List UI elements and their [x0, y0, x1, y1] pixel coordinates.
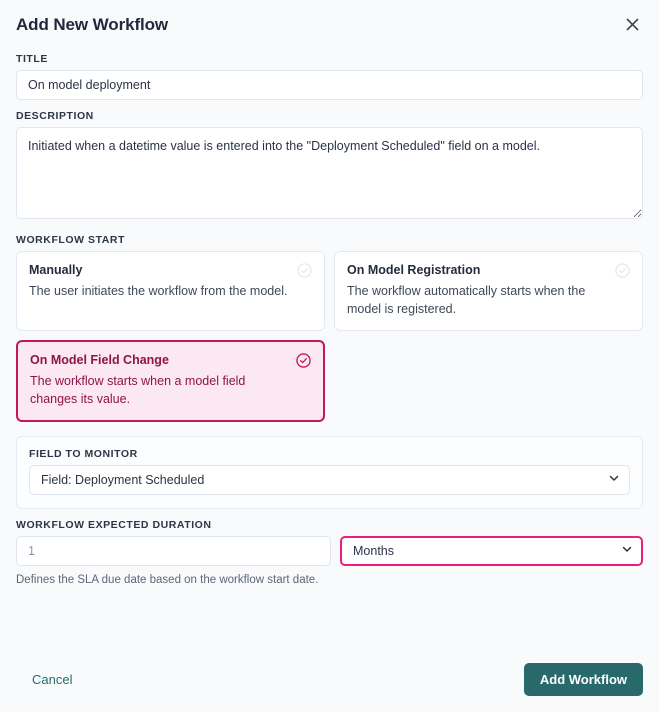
duration-unit-select[interactable]: Months [340, 536, 643, 566]
modal-body [0, 43, 659, 649]
circle-check-icon [296, 353, 311, 368]
option-description: The workflow automatically starts when the model is registered. [347, 284, 586, 316]
close-icon [626, 18, 639, 34]
workflow-start-option-manually[interactable] [16, 251, 325, 331]
workflow-start-options [16, 251, 643, 422]
title-field-label: TITLE [16, 53, 48, 65]
workflow-start-option-on-model-field-change[interactable] [16, 340, 325, 422]
modal-footer [0, 649, 659, 712]
field-to-monitor-select-wrap [29, 465, 630, 495]
cancel-button[interactable]: Cancel [16, 666, 88, 693]
field-to-monitor-select[interactable]: Field: Deployment Scheduled [29, 465, 630, 495]
option-description: The user initiates the workflow from the model. [29, 284, 288, 298]
title-input[interactable] [16, 70, 643, 100]
description-textarea[interactable] [16, 127, 643, 219]
description-field-label: DESCRIPTION [16, 110, 94, 122]
duration-helper-text: Defines the SLA due date based on the workflow start date. [16, 574, 319, 586]
circle-check-icon [297, 263, 312, 278]
circle-check-icon [615, 263, 630, 278]
add-workflow-button[interactable]: Add Workflow [524, 663, 643, 696]
page-title: Add New Workflow [16, 15, 169, 34]
duration-unit-select-wrap [340, 536, 643, 566]
option-title: On Model Field Change [30, 353, 169, 367]
option-title: On Model Registration [347, 263, 481, 277]
option-description: The workflow starts when a model field changes its value. [30, 374, 246, 406]
close-button[interactable] [621, 15, 643, 37]
workflow-start-option-on-model-registration[interactable] [334, 251, 643, 331]
field-to-monitor-label: FIELD TO MONITOR [29, 448, 138, 460]
duration-label: WORKFLOW EXPECTED DURATION [16, 519, 212, 531]
field-to-monitor-panel [16, 436, 643, 509]
duration-row [16, 536, 643, 566]
duration-amount-input[interactable] [16, 536, 331, 566]
option-title: Manually [29, 263, 83, 277]
modal-header [0, 0, 659, 43]
workflow-start-label: WORKFLOW START [16, 234, 125, 246]
